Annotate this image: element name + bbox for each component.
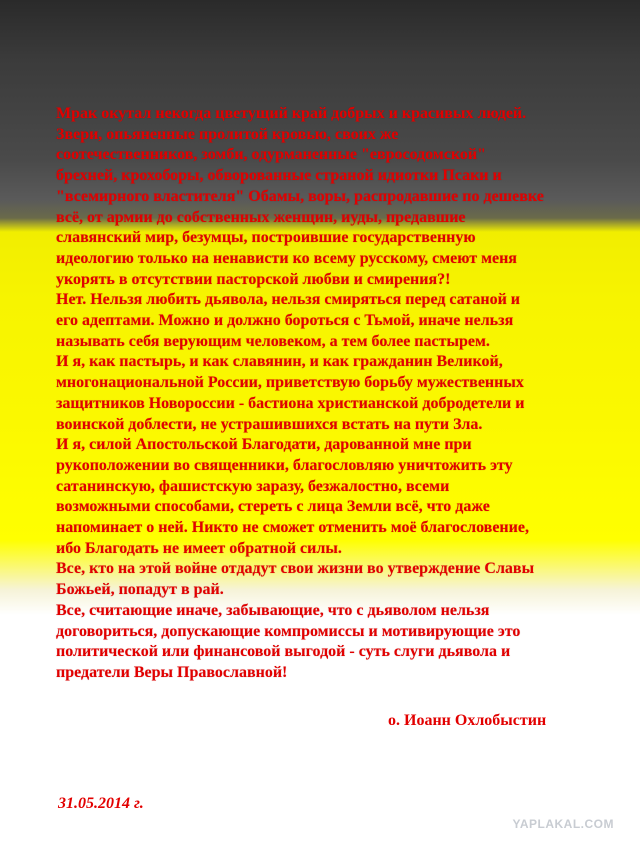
letter-line: И я, как пастырь, и как славянин, и как гражданин Великой, bbox=[56, 353, 503, 371]
site-watermark: YAPLAKAL.COM bbox=[512, 817, 614, 831]
letter-line: всё, от армии до собственных женщин, иуды, предавшие bbox=[56, 208, 466, 226]
letter-line: Нет. Нельзя любить дьявола, нельзя смиряться перед сатаной и bbox=[56, 291, 521, 309]
letter-line: защитников Новороссии - бастиона христианской добродетели и bbox=[56, 394, 525, 412]
letter-line: договориться, допускающие компромиссы и мотивирующие это bbox=[56, 622, 521, 640]
letter-line: рукоположении во священники, благословляю уничтожить эту bbox=[56, 456, 513, 474]
letter-line: возможными способами, стереть с лица Земли всё, что даже bbox=[56, 498, 490, 516]
letter-line: Все, кто на этой войне отдадут свои жизни во утверждение Славы bbox=[56, 560, 535, 578]
letter-line: напоминает о ней. Никто не сможет отменить моё благословение, bbox=[56, 519, 529, 537]
letter-body bbox=[56, 104, 616, 684]
letter-line: его адептами. Можно и должно бороться с Тьмой, иначе нельзя bbox=[56, 312, 514, 330]
letter-line: укорять в отсутствии пасторской любви и смирения?! bbox=[56, 270, 451, 288]
letter-line: Мрак окутал некогда цветущий край добрых и красивых людей. bbox=[56, 105, 527, 122]
letter-line: Божьей, попадут в рай. bbox=[56, 581, 224, 599]
letter-line: воинской доблести, не устрашившихся встать на пути Зла. bbox=[56, 415, 483, 433]
letter-line: славянский мир, безумцы, построившие государственную bbox=[56, 229, 476, 247]
signature: о. Иоанн Охлобыстин bbox=[388, 712, 547, 729]
letter-line: предатели Веры Православной! bbox=[56, 663, 288, 681]
letter-date: 31.05.2014 г. bbox=[58, 795, 144, 812]
letter-line: идеологию только на ненависти ко всему русскому, смеют меня bbox=[56, 249, 517, 267]
letter-line: называть себя верующим человеком, а тем более пастырем. bbox=[56, 332, 490, 350]
letter-line: сатанинскую, фашистскую заразу, безжалостно, всеми bbox=[56, 477, 450, 495]
letter-line: Звери, опьяненные пролитой кровью, своих же bbox=[56, 125, 399, 143]
letter-line: соотечественников, зомби, одурманенные "евросодомской" bbox=[56, 146, 487, 164]
letter-line: политической или финансовой выгодой - суть слуги дьявола и bbox=[56, 643, 511, 661]
letter-line: И я, силой Апостольской Благодати, дарованной мне при bbox=[56, 436, 472, 454]
letter-line: Все, считающие иначе, забывающие, что с дьяволом нельзя bbox=[56, 601, 490, 619]
letter-line: ибо Благодать не имеет обратной силы. bbox=[56, 539, 342, 557]
letter-line: "всемирного властителя" Обамы, воры, распродавшие по дешевке bbox=[56, 187, 544, 205]
letter-line: многонациональной России, приветствую борьбу мужественных bbox=[56, 374, 524, 392]
letter-line: брехней, крохоборы, обворованные страной идиотки Псаки и bbox=[56, 167, 502, 185]
